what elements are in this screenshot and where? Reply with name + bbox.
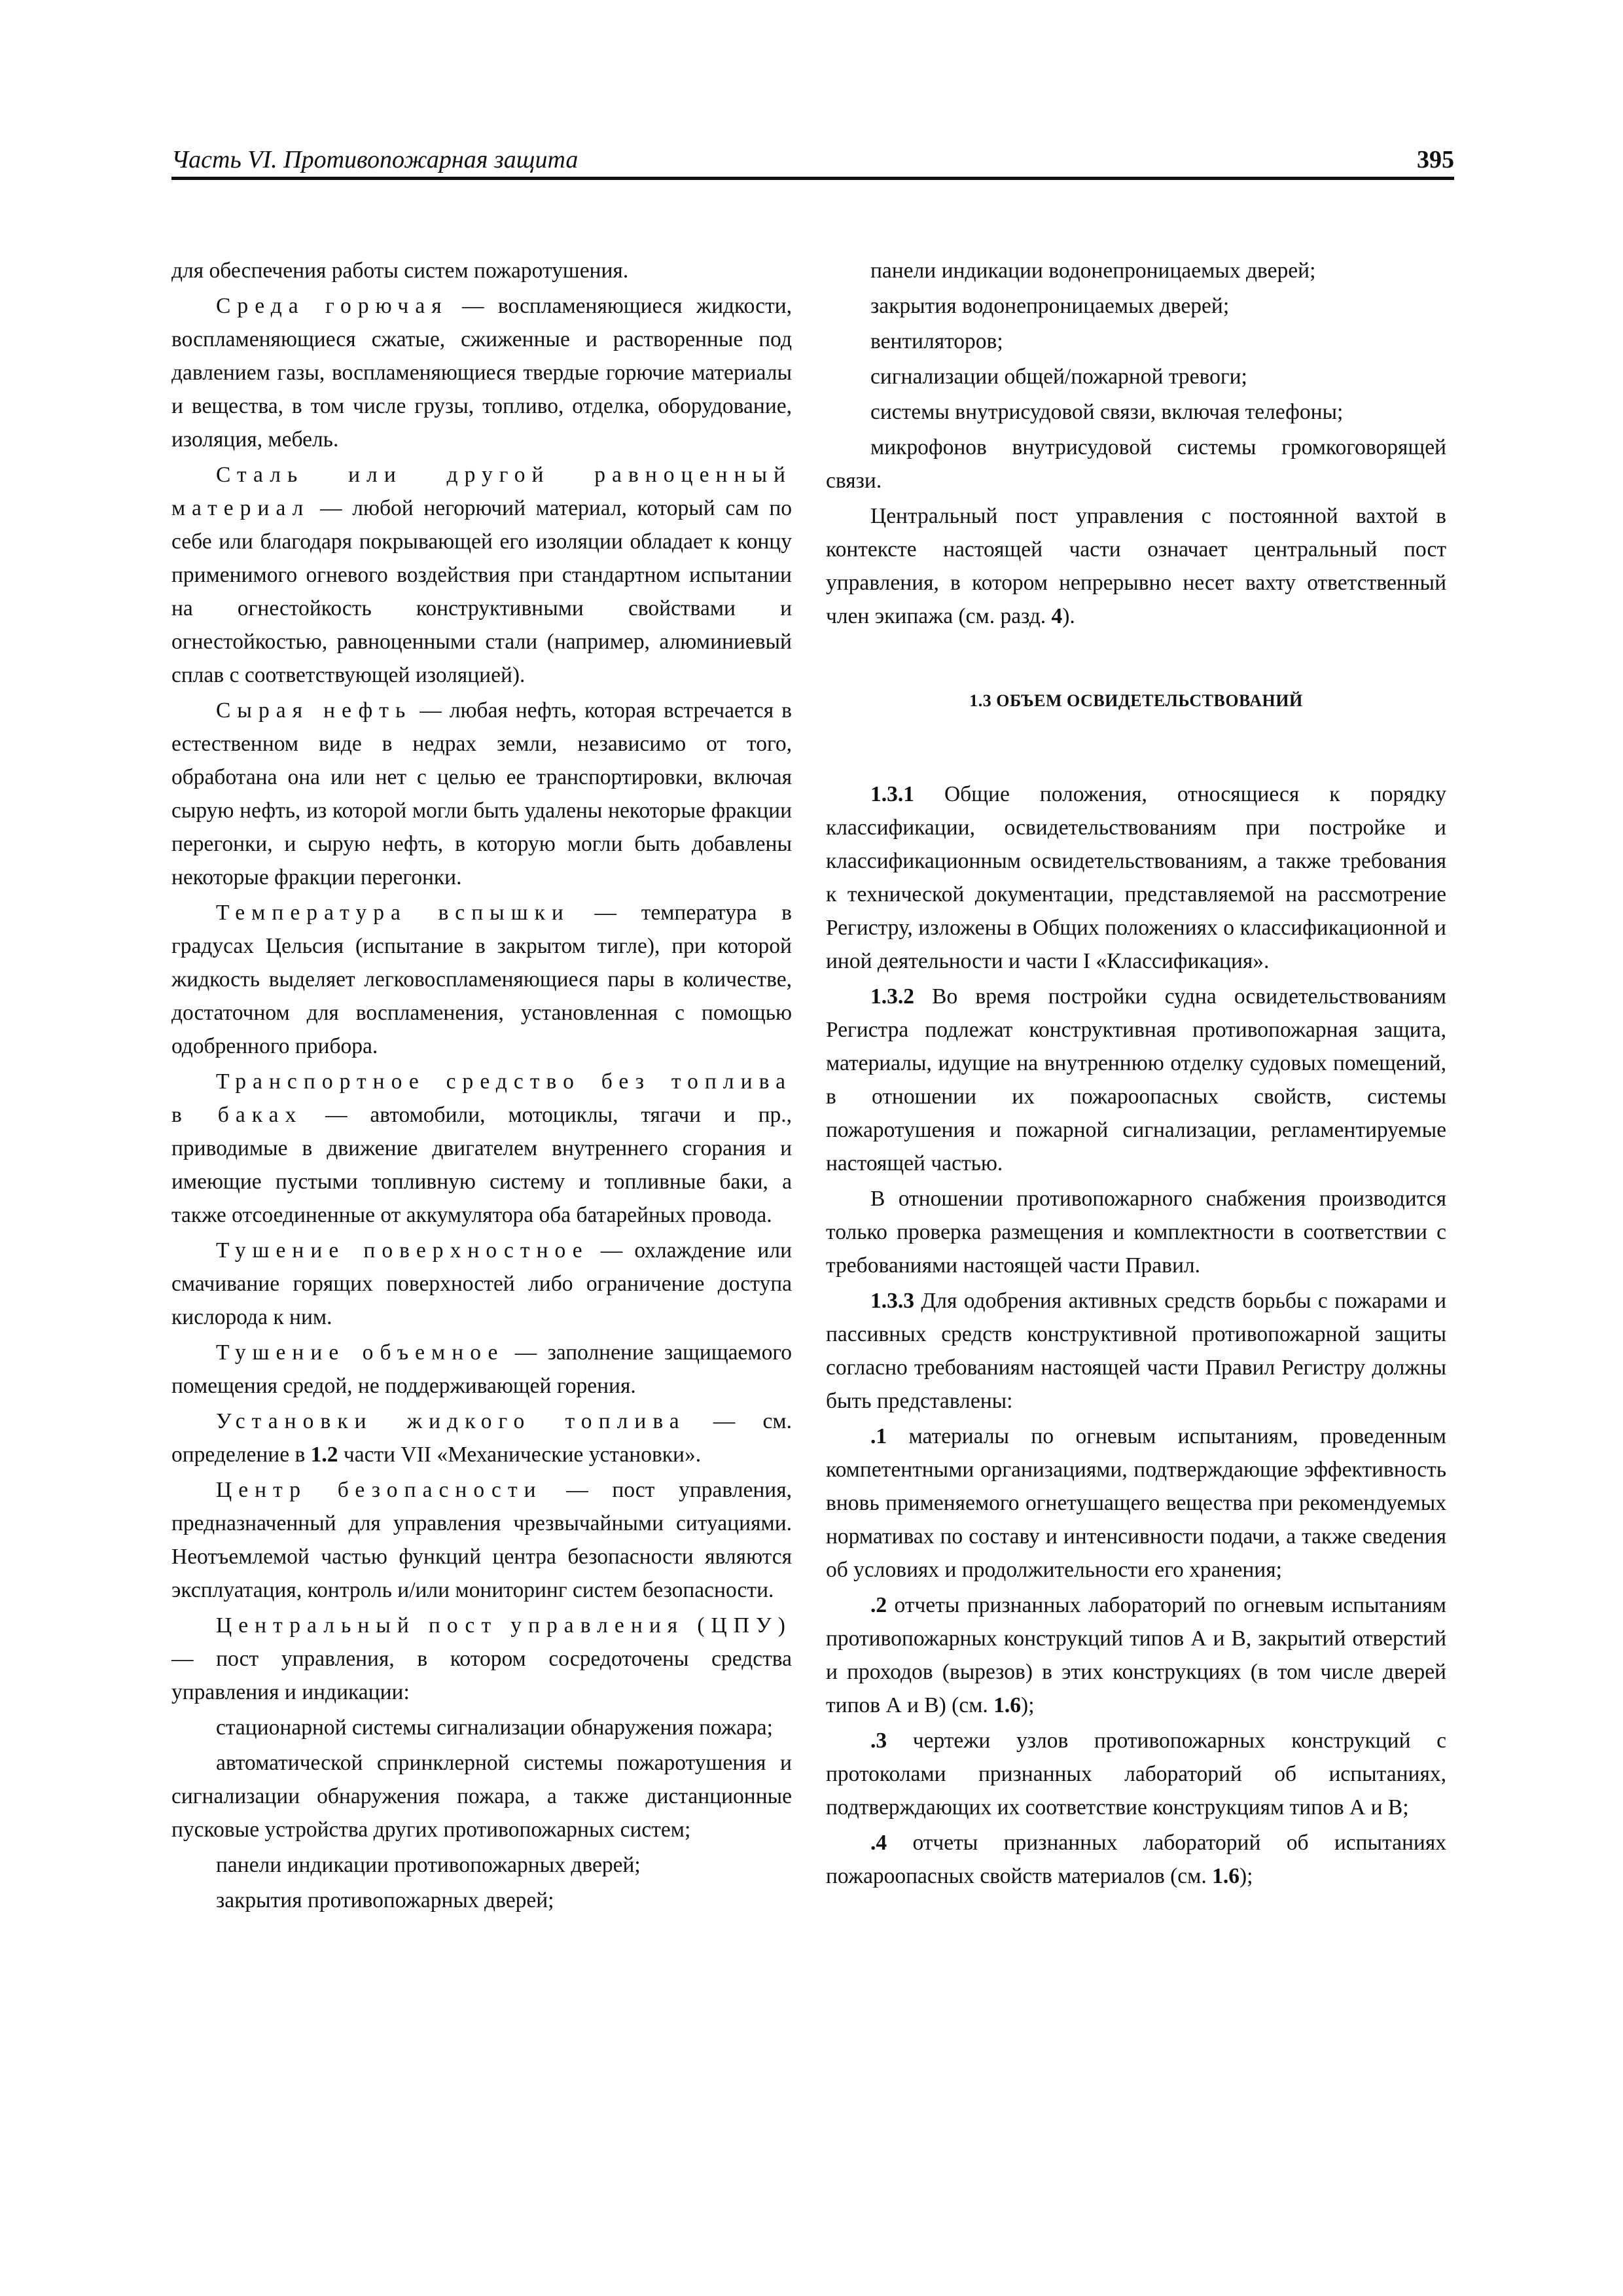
defined-term: Сырая нефть	[216, 698, 412, 723]
definition-paragraph: Температура вспышки — температура в градусах Цельсия (испытание в закрытом тигле), при которой жидкость выделяет легковоспламеняющиеся пары в количестве, достаточном для воспламенения, установленная с помощью одобренного прибора.	[171, 901, 792, 1058]
definition-paragraph: Среда горючая — воспламеняющиеся жидкости, воспламеняющиеся сжатые, сжиженные и растворенные под давлением газы, воспламеняющиеся твердые горючие материалы и вещества, в том числе грузы, топливо, отделка, оборудование, изоляция, мебель.	[171, 294, 793, 452]
defined-term: Температура вспышки	[216, 901, 570, 925]
definition-paragraph: Тушение объемное — заполнение защищаемого помещения средой, не поддерживающей горения.	[171, 1340, 792, 1398]
definition-paragraph: Установки жидкого топлива — см. определение в 1.2 части VII «Механические установки».	[171, 1409, 792, 1467]
definition-paragraph: Сталь или другой равноценный материал — любой негорючий материал, который сам по себе или благодаря покрывающей его изоляции обладает к концу применимого огневого воздействия при стандартном испытании на огнестойкость конструктивными свойствами и огнестойкостью, равноценными стали (например, алюминиевый сплав с соответствующей изоляцией).	[171, 463, 792, 687]
list-item: .2 отчеты признанных лабораторий по огневым испытаниям противопожарных конструкций типов А и В, закрытий отверстий и проходов (вырезов) в этих конструкциях (в том числе дверей типов А и В) (см. 1.6);	[826, 1593, 1446, 1717]
defined-term: Сталь или другой равноценный материал	[171, 463, 792, 520]
defined-term: Тушение объемное	[216, 1340, 505, 1365]
header-title: Часть VI. Противопожарная защита	[171, 146, 579, 173]
list-item: .4 отчеты признанных лабораторий об испытаниях пожароопасных свойств материалов (см. 1.6);	[826, 1831, 1446, 1888]
left-column	[171, 254, 792, 1919]
header-rule	[171, 177, 1454, 180]
list-item: сигнализации общей/пожарной тревоги;	[870, 365, 1247, 389]
list-item: закрытия противопожарных дверей;	[216, 1888, 554, 1912]
item-number: .2	[870, 1593, 887, 1617]
paragraph-number: 1.3.3	[870, 1289, 914, 1313]
cross-reference: 1.6	[1212, 1864, 1240, 1888]
list-item: закрытия водонепроницаемых дверей;	[870, 294, 1230, 318]
item-number: .1	[870, 1424, 887, 1448]
list-item: автоматической спринклерной системы пожаротушения и сигнализации обнаружения пожара, а также дистанционные пусковые устройства других противопожарных систем;	[171, 1751, 792, 1842]
numbered-paragraph: 1.3.3 Для одобрения активных средств борьбы с пожарами и пассивных средств конструктивной противопожарной защиты согласно требованиям настоящей части Правил Регистру должны быть представлены:	[826, 1289, 1446, 1413]
paragraph-number: 1.3.2	[870, 984, 914, 1009]
list-item: .1 материалы по огневым испытаниям, проведенным компетентными организациями, подтверждающие эффективность вновь применяемого огнетушащего вещества при рекомендуемых нормативах по составу и интенсивности подачи, а также сведения об условиях и продолжительности его хранения;	[826, 1424, 1446, 1582]
page-number: 395	[1417, 146, 1454, 173]
item-number: .4	[870, 1831, 887, 1855]
definition-paragraph: Тушение поверхностное — охлаждение или смачивание горящих поверхностей либо ограничение доступа кислорода к ним.	[171, 1238, 792, 1329]
definition-paragraph: Центральный пост управления (ЦПУ) — пост управления, в котором сосредоточены средства управления и индикации:	[171, 1613, 792, 1704]
paragraph: для обеспечения работы систем пожаротушения.	[171, 259, 629, 283]
defined-term: Среда горючая	[216, 294, 448, 318]
list-item: вентиляторов;	[870, 329, 1003, 353]
paragraph: Центральный пост управления с постоянной вахтой в контексте настоящей части означает центральный пост управления, в котором непрерывно несет вахту ответственный член экипажа (см. разд. 4).	[826, 504, 1446, 628]
definition-paragraph: Сырая нефть — любая нефть, которая встречается в естественном виде в недрах земли, независимо от того, обработана она или нет с целью ее транспортировки, включая сырую нефть, из которой могли быть удалены некоторые фракции перегонки, и сырую нефть, в которую могли быть добавлены некоторые фракции перегонки.	[171, 698, 793, 889]
right-column	[826, 254, 1446, 1895]
numbered-paragraph: 1.3.1 Общие положения, относящиеся к порядку классификации, освидетельствованиям при постройке и классификационным освидетельствованиям, а также требования к технической документации, представляемой на рассмотрение Регистру, изложены в Общих положениях о классификационной и иной деятельности и части I «Классификация».	[826, 782, 1446, 973]
paragraph-number: 1.3.1	[870, 782, 914, 806]
item-number: .3	[870, 1729, 887, 1753]
defined-term: Тушение поверхностное	[216, 1238, 589, 1263]
list-item: микрофонов внутрисудовой системы громкоговорящей связи.	[826, 435, 1446, 493]
list-item: панели индикации водонепроницаемых дверей;	[870, 259, 1316, 283]
section-heading: 1.3 ОБЪЕМ ОСВИДЕТЕЛЬСТВОВАНИЙ	[969, 691, 1303, 710]
cross-reference: 1.2	[310, 1443, 338, 1467]
paragraph: В отношении противопожарного снабжения производится только проверка размещения и комплектности в соответствии с требованиями настоящей части Правил.	[826, 1187, 1446, 1278]
cross-reference: 4	[1051, 604, 1063, 628]
numbered-paragraph: 1.3.2 Во время постройки судна освидетельствованиям Регистра подлежат конструктивная противопожарная защита, материалы, идущие на внутреннюю отделку судовых помещений, в отношении их пожароопасных свойств, системы пожаротушения и пожарной сигнализации, регламентируемые настоящей частью.	[826, 984, 1446, 1175]
definition-paragraph: Транспортное средство без топлива в баках — автомобили, мотоциклы, тягачи и пр., приводимые в движение двигателем внутреннего сгорания и имеющие пустыми топливную систему и топливные баки, а также отсоединенные от аккумулятора оба батарейных провода.	[171, 1069, 792, 1227]
defined-term: Центральный пост управления (ЦПУ)	[216, 1613, 792, 1638]
definition-paragraph: Центр безопасности — пост управления, предназначенный для управления чрезвычайными ситуациями. Неотъемлемой частью функций центра безопасности являются эксплуатация, контроль и/или мониторинг систем безопасности.	[171, 1478, 792, 1602]
defined-term: Установки жидкого топлива	[216, 1409, 686, 1433]
list-item: панели индикации противопожарных дверей;	[216, 1853, 641, 1877]
cross-reference: 1.6	[993, 1693, 1022, 1717]
defined-term: Центр безопасности	[216, 1478, 543, 1502]
list-item: системы внутрисудовой связи, включая телефоны;	[870, 400, 1344, 424]
defined-term: Транспортное средство без топлива в баках	[171, 1069, 792, 1127]
list-item: стационарной системы сигнализации обнаружения пожара;	[216, 1715, 773, 1740]
list-item: .3 чертежи узлов противопожарных конструкций с протоколами признанных лабораторий об испытаниях, подтверждающих их соответствие конструкциям типов А и В;	[826, 1729, 1446, 1820]
